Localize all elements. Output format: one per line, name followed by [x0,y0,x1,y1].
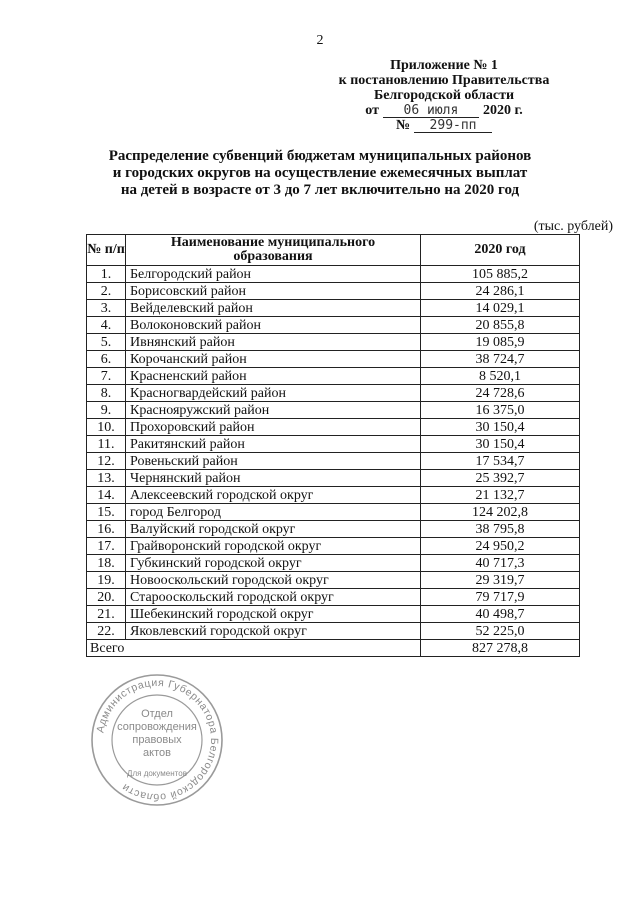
cell-name: город Белгород [126,504,421,521]
appendix-line-2: к постановлению Правительства [338,73,550,88]
cell-value: 30 150,4 [421,419,580,436]
table-row [87,300,580,317]
cell-num: 9. [87,402,126,419]
stamp-ring-text: Администрация Губернатора Белгородской области [94,676,221,804]
official-stamp [89,672,225,808]
cell-name: Прохоровский район [126,419,421,436]
cell-name: Ровеньский район [126,453,421,470]
cell-num: 3. [87,300,126,317]
cell-name: Белгородский район [126,266,421,283]
page-number: 2 [316,33,324,48]
cell-value: 79 717,9 [421,589,580,606]
cell-num: 10. [87,419,126,436]
cell-value: 21 132,7 [421,487,580,504]
cell-num: 8. [87,385,126,402]
table-header-row [87,235,580,266]
appendix-line-1: Приложение № 1 [390,58,498,73]
table-body [87,266,580,640]
title-line-2: и городских округов на осуществление ежемесячных выплат [112,165,528,181]
table-row [87,470,580,487]
stamp-line-2: сопровождения [117,721,197,733]
cell-name: Губкинский городской округ [126,555,421,572]
subsidy-table [86,234,580,657]
cell-value: 40 498,7 [421,606,580,623]
cell-num: 17. [87,538,126,555]
title-line-3: на детей в возрасте от 3 до 7 лет включительно на 2020 год [120,182,520,198]
cell-value: 29 319,7 [421,572,580,589]
stamp-bottom-text: Для документов [127,769,187,778]
cell-num: 21. [87,606,126,623]
cell-value: 24 950,2 [421,538,580,555]
cell-name: Корочанский район [126,351,421,368]
cell-num: 12. [87,453,126,470]
table-row [87,555,580,572]
document-title [0,148,640,199]
stamp-line-1: Отдел [141,708,173,720]
cell-num: 7. [87,368,126,385]
cell-num: 16. [87,521,126,538]
title-line-1: Распределение субвенций бюджетам муниципальных районов [108,148,532,164]
cell-value: 38 724,7 [421,351,580,368]
appendix-number-row [304,118,584,133]
cell-value: 20 855,8 [421,317,580,334]
table-row [87,419,580,436]
cell-value: 40 717,3 [421,555,580,572]
cell-num: 20. [87,589,126,606]
stamp-line-4: актов [143,747,171,759]
table-row [87,283,580,300]
cell-value: 24 728,6 [421,385,580,402]
number-prefix: № [395,118,411,133]
cell-num: 4. [87,317,126,334]
cell-value: 105 885,2 [421,266,580,283]
cell-num: 11. [87,436,126,453]
cell-value: 14 029,1 [421,300,580,317]
number-value: 299-пп [414,119,492,133]
cell-value: 52 225,0 [421,623,580,640]
cell-num: 6. [87,351,126,368]
cell-name: Красненский район [126,368,421,385]
header-num: № п/п [87,235,126,266]
cell-num: 22. [87,623,126,640]
cell-num: 5. [87,334,126,351]
total-label: Всего [87,640,421,657]
table-row [87,351,580,368]
table-row [87,606,580,623]
cell-name: Волоконовский район [126,317,421,334]
units-label: (тыс. рублей) [533,219,613,234]
cell-value: 16 375,0 [421,402,580,419]
cell-value: 124 202,8 [421,504,580,521]
table-row [87,402,580,419]
table-row [87,368,580,385]
cell-num: 18. [87,555,126,572]
cell-name: Грайворонский городской округ [126,538,421,555]
table-row [87,453,580,470]
cell-value: 25 392,7 [421,470,580,487]
table-row [87,589,580,606]
cell-value: 19 085,9 [421,334,580,351]
cell-value: 24 286,1 [421,283,580,300]
cell-name: Краснояружский район [126,402,421,419]
header-name: Наименование муниципального образования [126,235,421,266]
total-value: 827 278,8 [421,640,580,657]
cell-name: Алексеевский городской округ [126,487,421,504]
cell-name: Красногвардейский район [126,385,421,402]
cell-num: 13. [87,470,126,487]
stamp-line-3: правовых [132,734,182,746]
cell-num: 2. [87,283,126,300]
table-row [87,487,580,504]
cell-name: Валуйский городской округ [126,521,421,538]
table-row [87,436,580,453]
table-row [87,504,580,521]
cell-name: Ракитянский район [126,436,421,453]
cell-name: Чернянский район [126,470,421,487]
table-row [87,538,580,555]
table-row [87,385,580,402]
total-row [87,640,580,657]
table-row [87,334,580,351]
date-suffix: 2020 г. [482,103,523,118]
cell-name: Яковлевский городской округ [126,623,421,640]
date-value: 06 июля [383,104,479,118]
appendix-header [304,58,584,133]
cell-value: 38 795,8 [421,521,580,538]
cell-num: 1. [87,266,126,283]
cell-name: Борисовский район [126,283,421,300]
cell-value: 8 520,1 [421,368,580,385]
date-prefix: от [365,103,379,118]
appendix-line-3: Белгородской области [373,88,515,103]
table-row [87,572,580,589]
cell-value: 30 150,4 [421,436,580,453]
cell-name: Ивнянский район [126,334,421,351]
table-row [87,317,580,334]
cell-name: Вейделевский район [126,300,421,317]
cell-num: 14. [87,487,126,504]
cell-num: 19. [87,572,126,589]
table-row [87,266,580,283]
cell-num: 15. [87,504,126,521]
cell-name: Шебекинский городской округ [126,606,421,623]
table-row [87,521,580,538]
cell-name: Старооскольский городской округ [126,589,421,606]
cell-value: 17 534,7 [421,453,580,470]
appendix-date-row [304,103,584,118]
cell-name: Новооскольский городской округ [126,572,421,589]
header-year: 2020 год [421,235,580,266]
table-row [87,623,580,640]
